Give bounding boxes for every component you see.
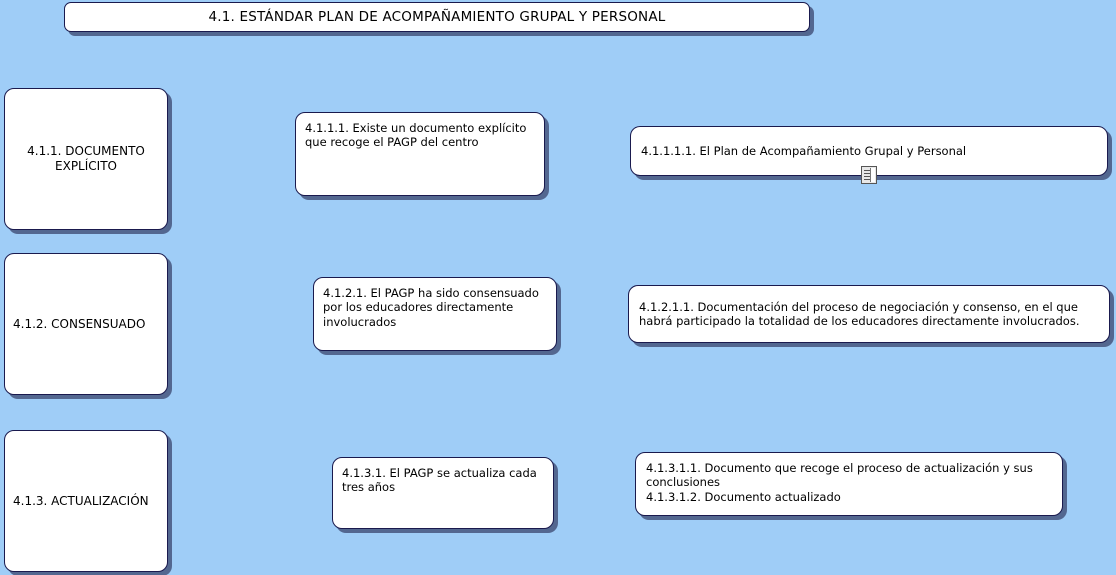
node-4-1-2-1-1[interactable] <box>628 285 1110 343</box>
node-4-1-2-1-1-label: 4.1.2.1.1. Documentación del proceso de negociación y consenso, en el que habrá participado la totalidad de los educadores directamente involucrados. <box>639 299 1080 328</box>
node-4-1-2-label: 4.1.2. CONSENSUADO <box>13 316 146 331</box>
diagram-title-box <box>64 2 810 32</box>
node-4-1-3-1-1-label: 4.1.3.1.1. Documento que recoge el proceso de actualización y sus conclusiones <box>646 461 1033 490</box>
node-4-1-1-1-1-label: 4.1.1.1.1. El Plan de Acompañamiento Grupal y Personal <box>641 143 967 158</box>
node-4-1-3-1-label: 4.1.3.1. El PAGP se actualiza cada tres años <box>342 466 537 495</box>
node-4-1-3-1-1[interactable] <box>635 452 1063 516</box>
node-4-1-1-1[interactable] <box>295 112 545 196</box>
node-4-1-3[interactable] <box>4 430 168 572</box>
node-4-1-1-label: 4.1.1. DOCUMENTO EXPLÍCITO <box>27 144 145 173</box>
node-4-1-1-1-label: 4.1.1.1. Existe un documento explícito que recoge el PAGP del centro <box>305 121 527 150</box>
node-4-1-3-label: 4.1.3. ACTUALIZACIÓN <box>13 493 149 508</box>
node-4-1-1[interactable] <box>4 88 168 230</box>
node-4-1-2[interactable] <box>4 253 168 395</box>
node-4-1-2-1[interactable] <box>313 277 557 351</box>
node-4-1-3-1-2-label: 4.1.3.1.2. Documento actualizado <box>646 489 841 504</box>
document-icon[interactable] <box>861 166 877 184</box>
node-4-1-2-1-label: 4.1.2.1. El PAGP ha sido consensuado por los educadores directamente involucrados <box>323 286 539 329</box>
node-4-1-3-1[interactable] <box>332 457 554 529</box>
page-title: 4.1. ESTÁNDAR PLAN DE ACOMPAÑAMIENTO GRUPAL Y PERSONAL <box>208 8 666 25</box>
